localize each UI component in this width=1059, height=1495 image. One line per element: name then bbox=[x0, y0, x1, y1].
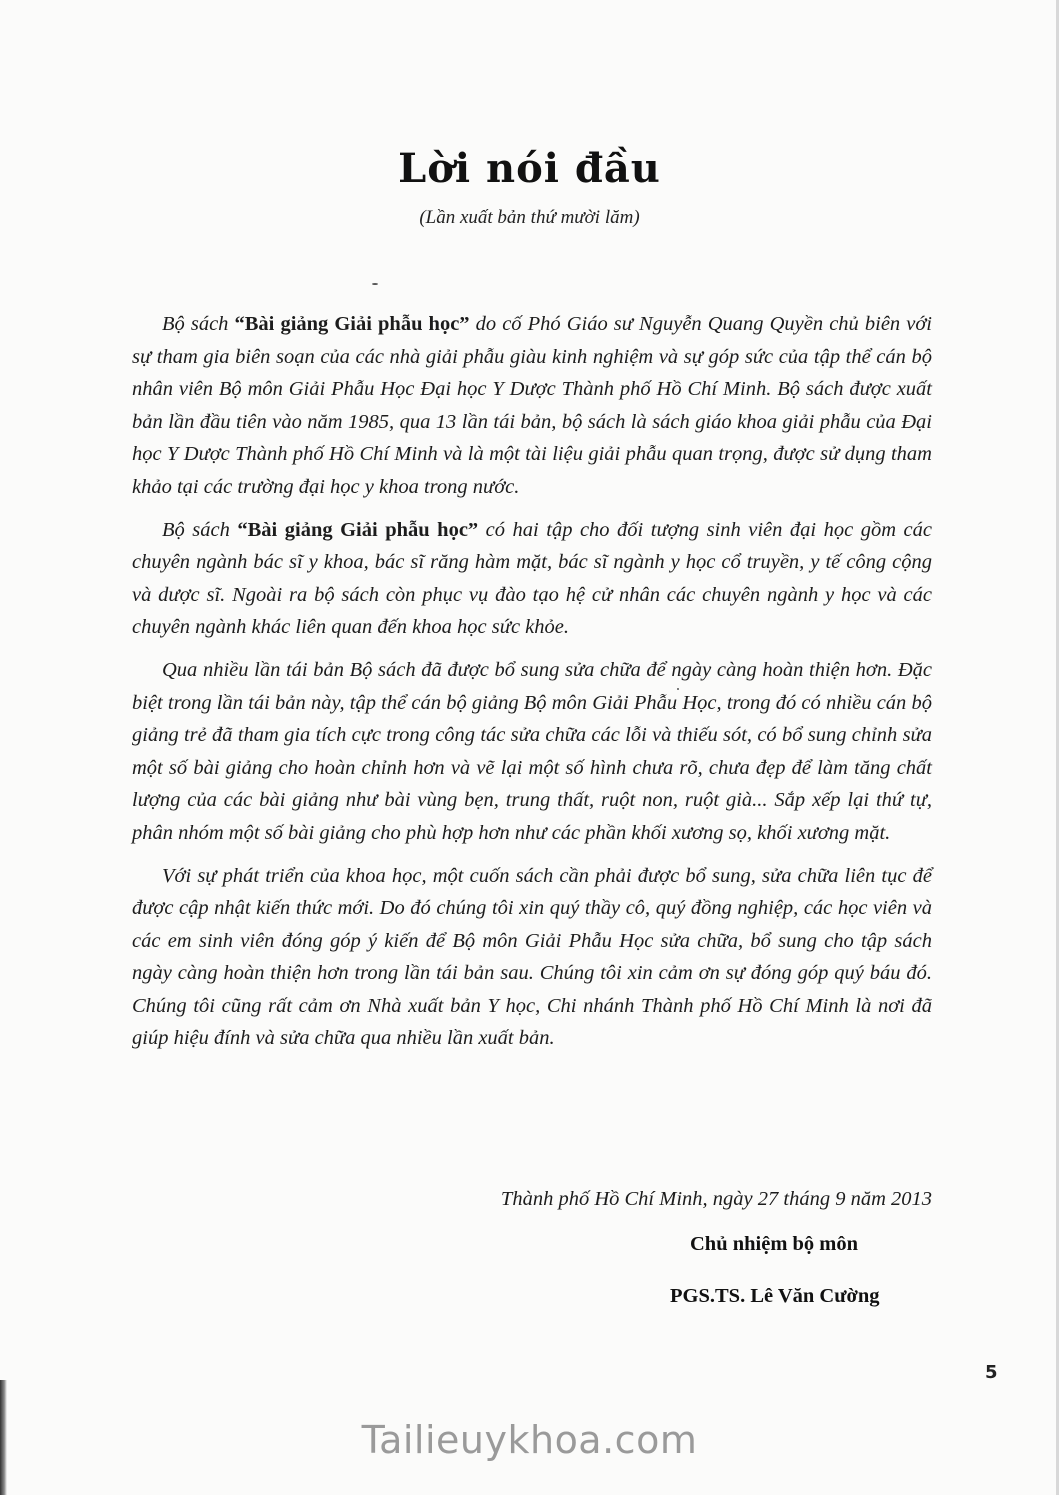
signature-role: Chủ nhiệm bộ môn bbox=[690, 1233, 859, 1255]
book-title-emphasis: “Bài giảng Giải phẫu học” bbox=[234, 313, 470, 335]
paragraph-1-lead: Bộ sách bbox=[162, 313, 235, 335]
page-title: Lời nói đầu bbox=[398, 145, 661, 192]
paragraph-1-text: do cố Phó Giáo sư Nguyễn Quang Quyền chủ biên với sự tham gia biên soạn của các nhà giải phẫu giàu kinh nghiệm và sự góp sức của tập thể cán bộ nhân viên Bộ môn Giải Phẫu Học Đại học Y Dược Thành phố Hồ Chí Minh. Bộ sách được xuất bản lần đầu tiên vào năm 1985, qua 13 lần tái bản, bộ sách là sách giáo khoa giải phẫu của Đại học Y Dược Thành phố Hồ Chí Minh và là một tài liệu giải phẫu quan trọng, được sử dụng tham khảo tại các trường đại học y khoa trong nước. bbox=[132, 313, 932, 498]
paragraph-4-text: Với sự phát triển của khoa học, một cuốn sách cần phải được bổ sung, sửa chữa liên tục để được cập nhật kiến thức mới. Do đó chúng tôi xin quý thầy cô, quý đồng nghiệp, các học viên và các em sinh viên đóng góp ý kiến để Bộ môn Giải Phẫu Học sửa chữa, bổ sung cho tập sách ngày càng hoàn thiện hơn trong lần tái bản sau. Chúng tôi xin cảm ơn sự đóng góp quý báu đó. Chúng tôi cũng rất cảm ơn Nhà xuất bản Y học, Chi nhánh Thành phố Hồ Chí Minh là nơi đã giúp hiệu đính và sửa chữa qua nhiều lần xuất bản. bbox=[132, 864, 932, 1050]
page-number: 5 bbox=[985, 1362, 998, 1383]
date-line: Thành phố Hồ Chí Minh, ngày 27 tháng 9 năm 2013 bbox=[500, 1188, 932, 1210]
watermark: Tailieuykhoa.com bbox=[361, 1418, 698, 1462]
scan-speck bbox=[372, 283, 378, 285]
paragraph-2-text: có hai tập cho đối tượng sinh viên đại học gồm các chuyên ngành bác sĩ y khoa, bác sĩ răng hàm mặt, bác sĩ ngành y học cổ truyền, y tế công cộng và dược sĩ. Ngoài ra bộ sách còn phục vụ đào tạo hệ cử nhân các chuyên ngành y học và các chuyên ngành khác liên quan đến khoa học sức khỏe. bbox=[132, 518, 932, 639]
paragraph-3-text: Qua nhiều lần tái bản Bộ sách đã được bổ sung sửa chữa để ngày càng hoàn thiện hơn. Đặc biệt trong lần tái bản này, tập thể cán bộ giảng Bộ môn Giải Phẫu Học, trong đó có nhiều cán bộ giảng trẻ đã tham gia tích cực trong công tác sửa chữa các lỗi và thiếu sót, có bổ sung chỉnh sửa một số bài giảng cho hoàn chỉnh hơn và vẽ lại một số hình chưa rõ, chưa đẹp để làm tăng chất lượng của các bài giảng như bài vùng bẹn, trung thất, ruột non, ruột già... Sắp xếp lại thứ tự, phân nhóm một số bài giảng cho phù hợp hơn như các phần khối xương sọ, khối xương mặt. bbox=[132, 658, 932, 844]
paragraph-2 bbox=[132, 514, 932, 644]
page-subtitle: (Lần xuất bản thứ mười lăm) bbox=[419, 207, 640, 228]
body-text bbox=[132, 308, 932, 1065]
paragraph-1 bbox=[132, 308, 932, 504]
paragraph-3 bbox=[132, 654, 932, 850]
paragraph-2-lead: Bộ sách bbox=[162, 518, 238, 541]
scan-speck bbox=[677, 688, 679, 690]
signature-name: PGS.TS. Lê Văn Cường bbox=[670, 1285, 880, 1307]
book-title-emphasis: “Bài giảng Giải phẫu học” bbox=[237, 518, 479, 541]
paragraph-4 bbox=[132, 860, 932, 1056]
